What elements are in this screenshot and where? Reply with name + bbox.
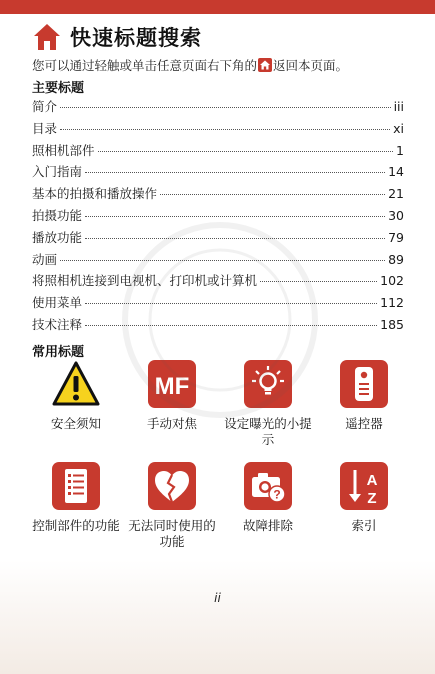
toc-leader-dots [85,238,385,239]
toc-item-page: 102 [380,273,404,289]
toc-leader-dots [60,129,390,130]
toc-leader-dots [60,107,391,108]
topic-label: 索引 [351,518,377,533]
topic-label: 无法同时使用的功能 [128,518,216,549]
toc-item-page: iii [393,99,404,114]
broken-heart-icon [148,462,196,510]
toc-leader-dots [98,151,394,152]
toc-item-label: 简介 [32,99,58,114]
topic-manual-focus[interactable] [126,360,218,448]
topic-index[interactable] [318,462,410,550]
topic-label: 手动对焦 [146,416,197,431]
subtitle [32,56,348,74]
topic-safety[interactable] [30,360,122,448]
toc-item-label: 将照相机连接到电视机、打印机或计算机 [32,273,258,289]
toc-item[interactable] [32,250,404,272]
home-icon [258,58,272,72]
topic-exposure-tips[interactable] [222,360,314,448]
toc-item[interactable] [32,271,404,293]
toc-item-page: 21 [388,186,404,202]
top-bar [0,0,435,14]
topic-remote[interactable] [318,360,410,448]
toc-item[interactable] [32,119,404,141]
toc-item[interactable] [32,141,404,163]
common-topics-row-2 [30,462,410,550]
toc-item-page: 1 [396,142,404,158]
toc-leader-dots [85,325,377,326]
toc-item[interactable] [32,315,404,337]
toc-item-page: 89 [388,251,404,267]
toc-item[interactable] [32,206,404,228]
remote-icon [340,360,388,408]
toc-item-page: 185 [380,316,404,332]
toc-item-label: 入门指南 [32,164,83,180]
common-topics-row-1 [30,360,410,448]
list-icon [52,462,100,510]
common-topics-heading: 常用标题 [32,345,85,360]
toc-item-label: 技术注释 [32,316,83,332]
main-topics-heading: 主要标题 [32,81,85,96]
toc-item-label: 目录 [32,120,58,136]
topic-label: 控制部件的功能 [32,518,120,533]
topic-incompatible[interactable] [126,462,218,550]
toc-list [32,97,404,337]
toc-item-label: 使用菜单 [32,295,83,311]
toc-item-label: 基本的拍摄和播放操作 [32,186,158,202]
toc-leader-dots [85,303,377,304]
home-icon [32,22,62,52]
toc-item-page: 14 [388,164,404,180]
warning-icon [52,360,100,408]
subtitle-text-after: 返回本页面。 [273,58,349,73]
toc-item[interactable] [32,228,404,250]
topic-label: 安全须知 [50,416,101,431]
toc-item-label: 照相机部件 [32,142,95,158]
toc-leader-dots [60,260,385,261]
toc-leader-dots [85,172,385,173]
toc-item-label: 拍摄功能 [32,207,83,223]
toc-item-label: 播放功能 [32,229,83,245]
toc-leader-dots [85,216,385,217]
page-number: ii [214,591,221,605]
camera-question-icon [244,462,292,510]
toc-item-label: 动画 [32,251,58,267]
toc-item-page: xi [393,120,404,136]
page-title: 快速标题搜索 [70,26,202,50]
question-glyph: ? [273,487,281,502]
toc-leader-dots [260,281,377,282]
toc-item[interactable] [32,97,404,119]
title-row [32,22,202,52]
toc-item[interactable] [32,184,404,206]
toc-item-page: 79 [388,229,404,245]
glyph-z: Z [367,490,377,507]
glyph-a: A [366,472,378,489]
topic-label: 遥控器 [345,416,383,431]
lightbulb-icon [244,360,292,408]
topic-troubleshooting[interactable] [222,462,314,550]
az-icon [340,462,388,510]
toc-item-page: 112 [380,295,404,311]
topic-label: 故障排除 [242,518,293,533]
topic-controls[interactable] [30,462,122,550]
toc-item[interactable] [32,162,404,184]
mf-glyph: MF [154,373,190,400]
topic-label: 设定曝光的小提示 [224,416,312,447]
subtitle-text-before: 您可以通过轻触或单击任意页面右下角的 [32,58,258,73]
toc-item-page: 30 [388,207,404,223]
toc-item[interactable] [32,293,404,315]
toc-leader-dots [160,194,385,195]
mf-icon [148,360,196,408]
